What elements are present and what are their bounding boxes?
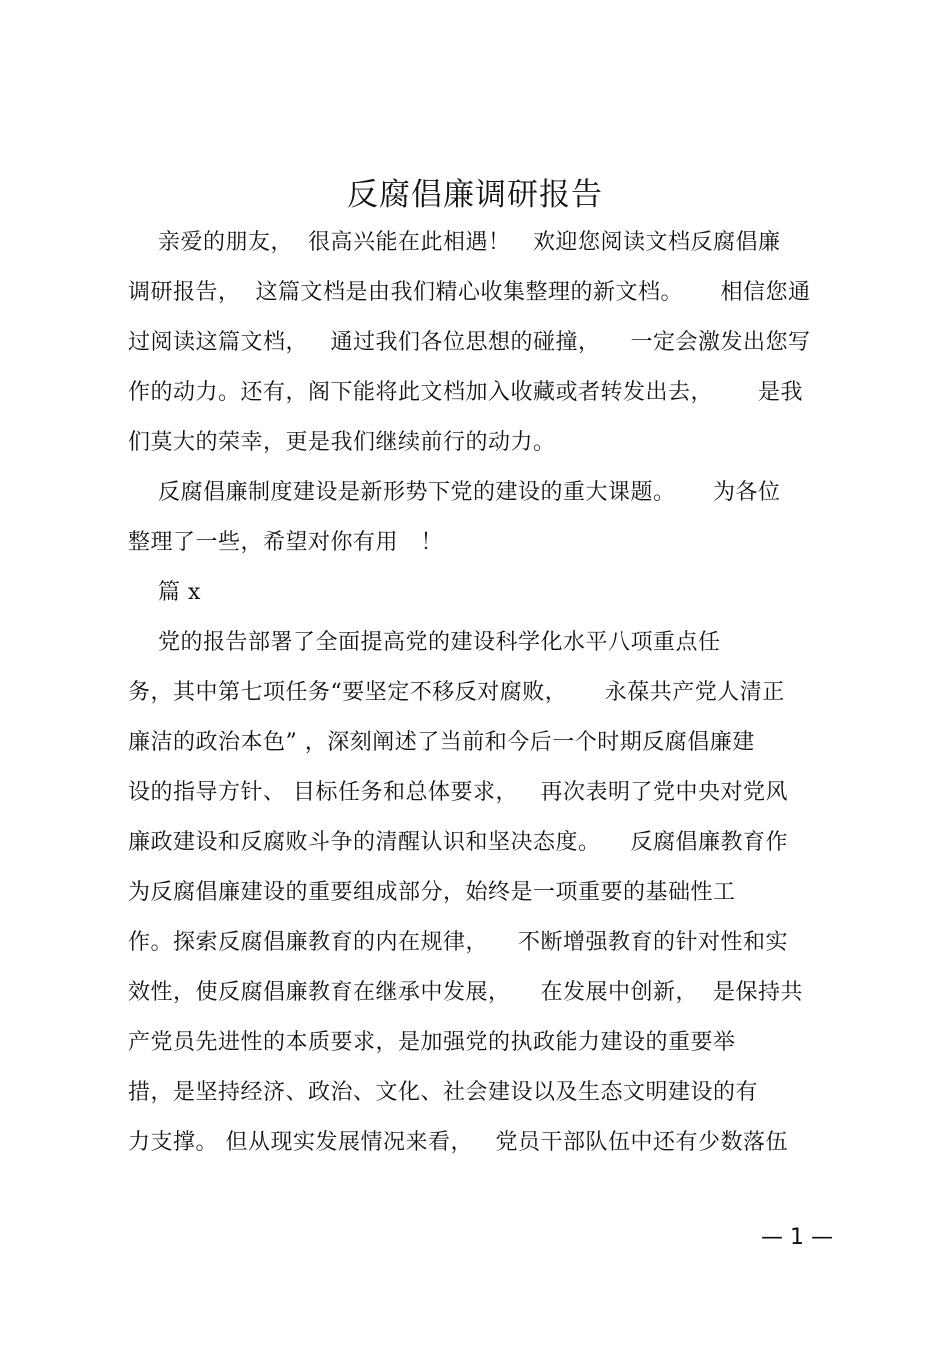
text-line: 廉洁的政治本色” ，深刻阐述了当前和今后一个时期反腐倡廉建 (128, 730, 755, 755)
text-line: 务，其中第七项任务“要坚定不移反对腐败， 永葆共产党人清正 (128, 680, 785, 705)
text-line: 作。探索反腐倡廉教育的内在规律， 不断增强教育的针对性和实 (128, 930, 788, 955)
text-line: 反腐倡廉制度建设是新形势下党的建设的重大课题。 为各位 (128, 480, 781, 505)
text-line: 过阅读这篇文档， 通过我们各位思想的碰撞， 一定会激发出您写 (128, 330, 811, 355)
section-heading: 篇 x (128, 580, 201, 605)
text-line: 调研报告， 这篇文档是由我们精心收集整理的新文档。 相信您通 (128, 280, 811, 305)
text-line: 亲爱的朋友， 很高兴能在此相遇！ 欢迎您阅读文档反腐倡廉 (128, 230, 781, 255)
text-line: 作的动力。还有，阁下能将此文档加入收藏或者转发出去， 是我 (128, 380, 803, 405)
text-line: 措，是坚持经济、政治、文化、社会建设以及生态文明建设的有 (128, 1080, 759, 1105)
document-body (128, 218, 848, 1168)
document-title: 反腐倡廉调研报告 (347, 177, 603, 213)
text-line: 产党员先进性的本质要求，是加强党的执政能力建设的重要举 (128, 1030, 736, 1055)
text-line: 廉政建设和反腐败斗争的清醒认识和坚决态度。 反腐倡廉教育作 (128, 830, 788, 855)
text-line: 整理了一些，希望对你有用 ！ (128, 530, 443, 555)
text-line: 效性，使反腐倡廉教育在继承中发展， 在发展中创新， 是保持共 (128, 980, 803, 1005)
text-line: 为反腐倡廉建设的重要组成部分，始终是一项重要的基础性工 (128, 880, 736, 905)
text-line: 党的报告部署了全面提高党的建设科学化水平八项重点任 (128, 630, 721, 655)
text-line: 力支撑。 但从现实发展情况来看， 党员干部队伍中还有少数落伍 (128, 1130, 788, 1155)
page-number: — 1 — (761, 1225, 833, 1250)
text-line: 们莫大的荣幸，更是我们继续前行的动力。 (128, 430, 556, 455)
text-line: 设的指导方针、 目标任务和总体要求， 再次表明了党中央对党风 (128, 780, 788, 805)
